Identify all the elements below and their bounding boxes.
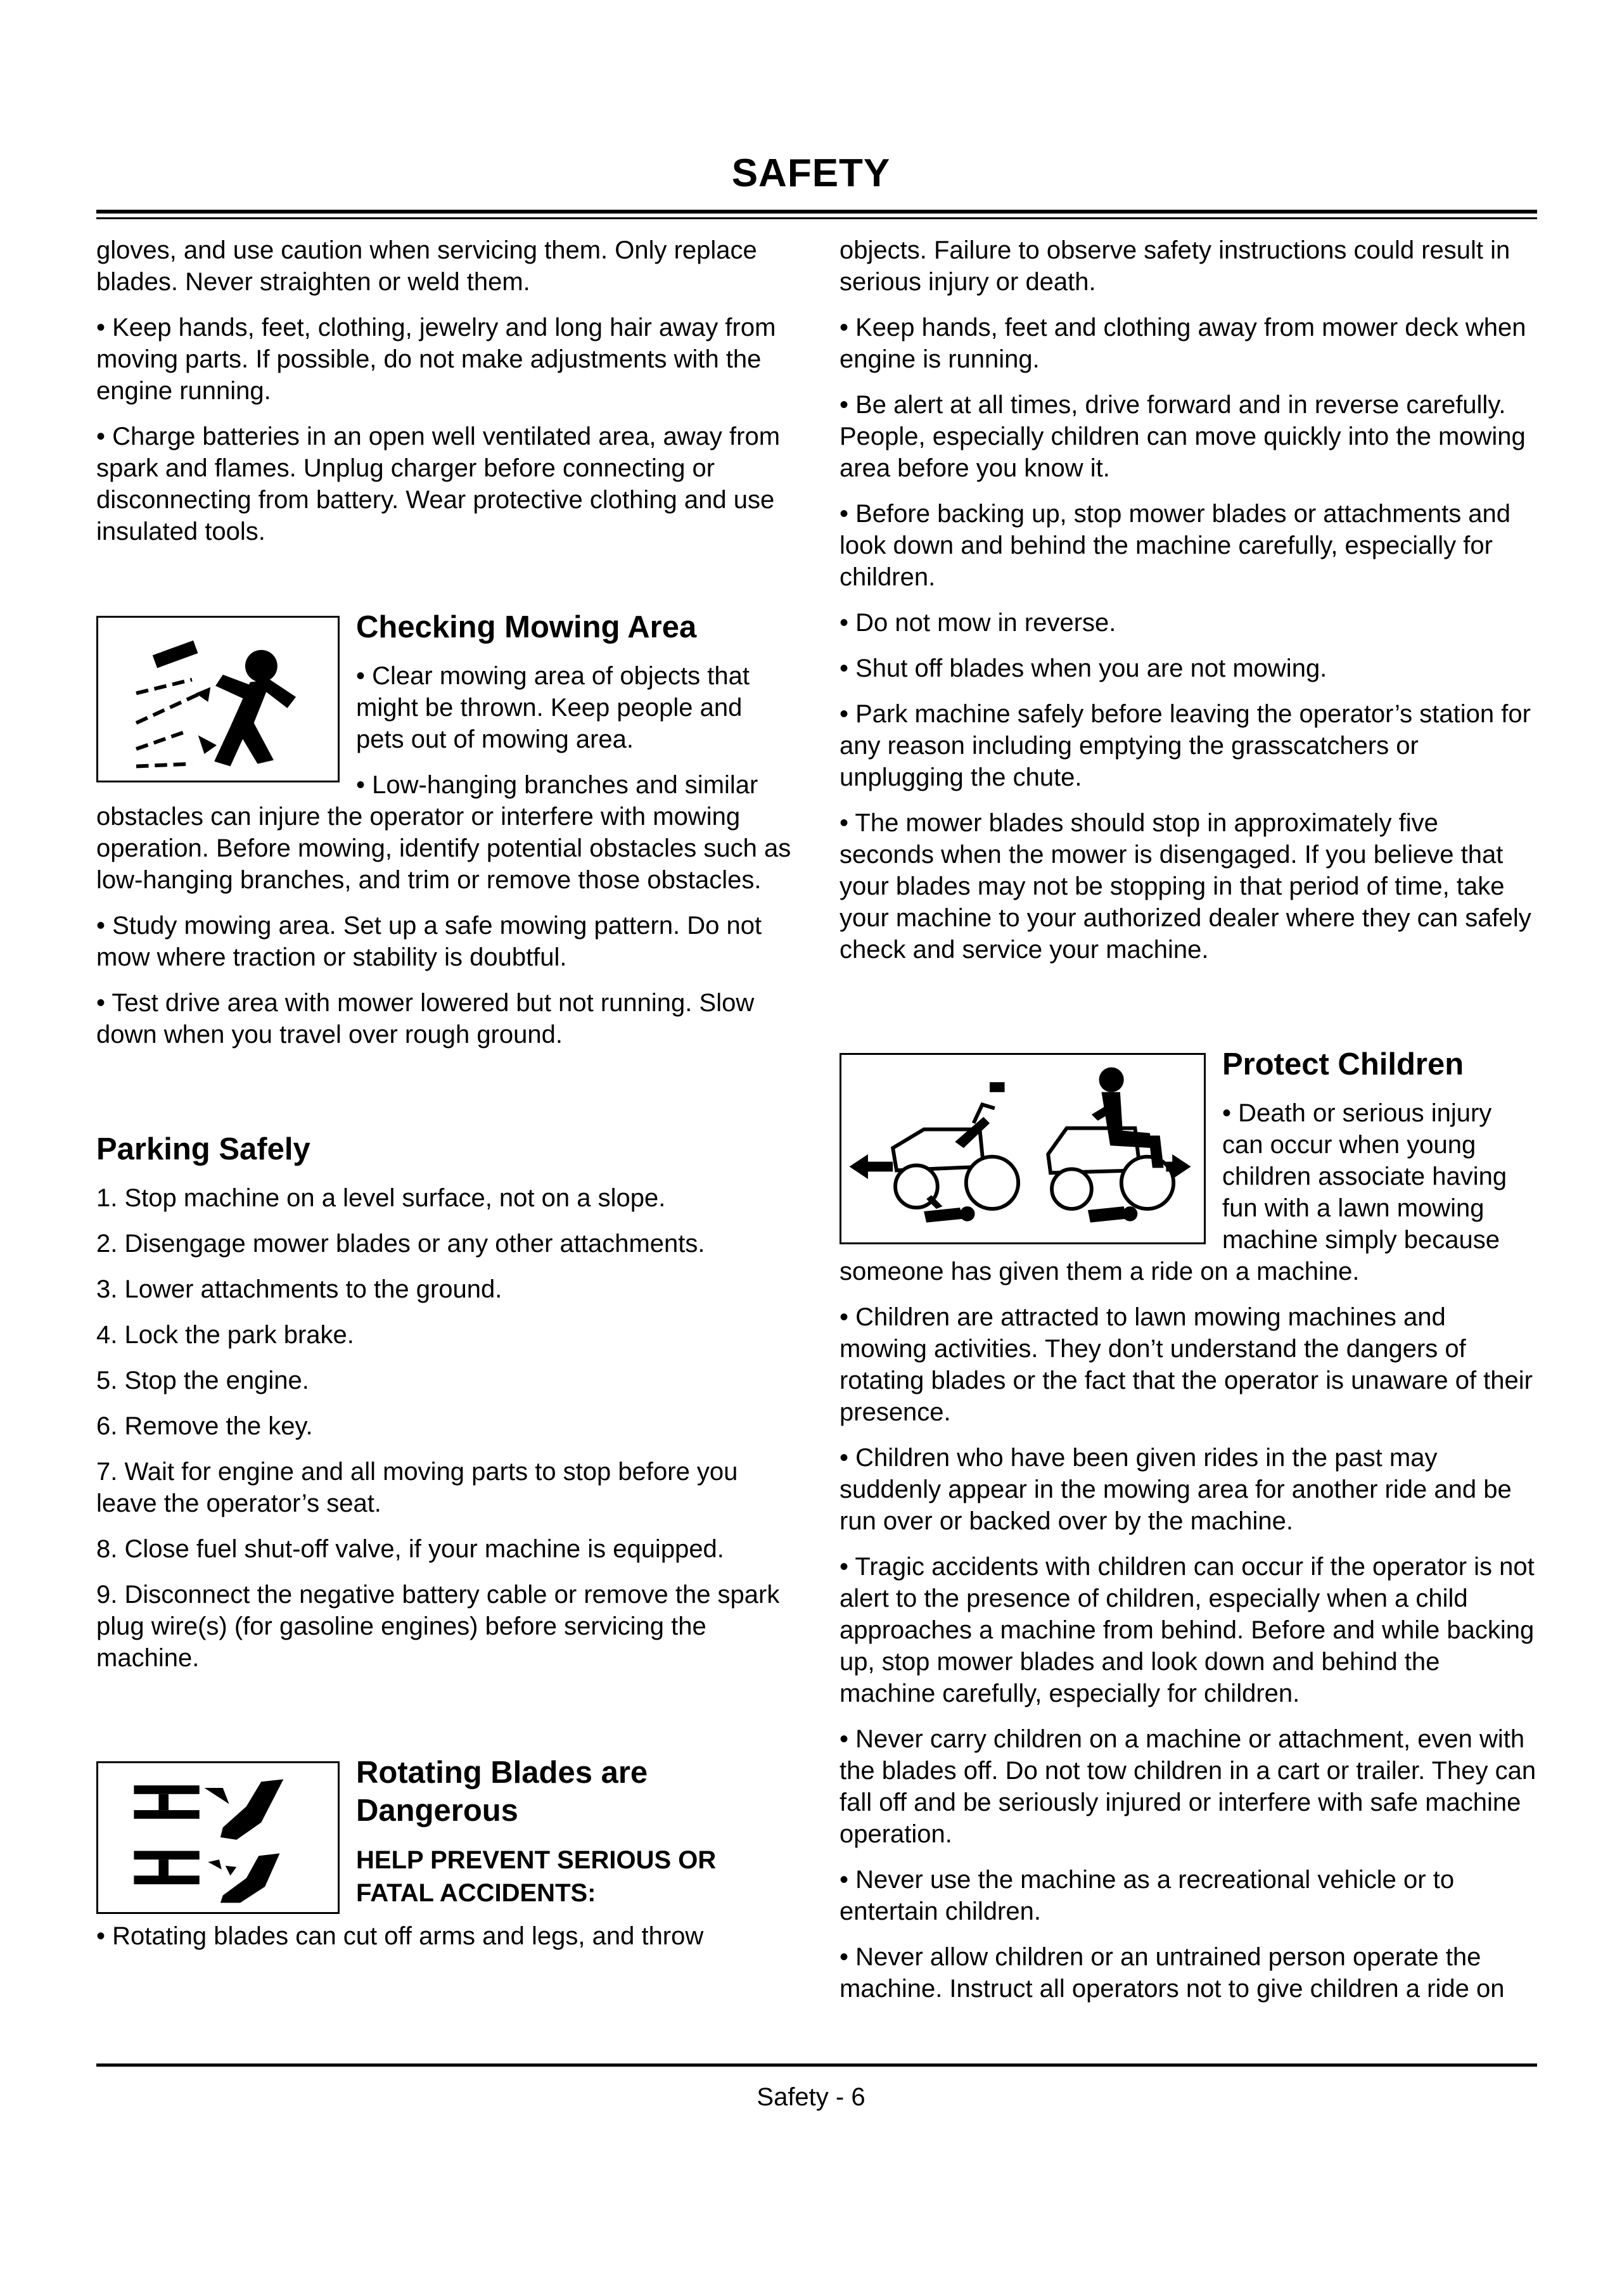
section-title: Protect Children bbox=[1222, 1047, 1464, 1081]
list-item: 8. Close fuel shut-off valve, if your machine is equipped. bbox=[96, 1535, 724, 1563]
section-spacer bbox=[96, 1064, 793, 1130]
thrown-objects-icon bbox=[96, 616, 340, 782]
list-item: 4. Lock the park brake. bbox=[96, 1321, 354, 1349]
section-spacer bbox=[840, 979, 1536, 1045]
paragraph: • Charge batteries in an open well ventilated area, away from spark and flames. Unplug charger before connecting or disconnecting from battery. Wear protective clothing and use insulated tools. bbox=[96, 423, 781, 545]
paragraph: • Low-hanging branches and similar obstacles can injure the operator or interfere with mowing operation. Before mowing, identify potential obstacles such as low-hanging branches, and trim or remove those obstacles. bbox=[96, 771, 791, 894]
header-rule-thick bbox=[96, 210, 1537, 214]
list-item: 9. Disconnect the negative battery cable or remove the spark plug wire(s) (for gasoline engines) before servicing the machine. bbox=[96, 1581, 780, 1672]
section-parking-safely bbox=[96, 1130, 793, 1674]
page-number: Safety - 6 bbox=[757, 2083, 865, 2111]
paragraph: • Rotating blades can cut off arms and legs, and throw bbox=[96, 1922, 704, 1950]
paragraph: • Clear mowing area of objects that might be thrown. Keep people and pets out of mowing area. bbox=[356, 662, 750, 753]
left-column bbox=[96, 234, 793, 1966]
paragraph: • Never use the machine as a recreational vehicle or to entertain children. bbox=[840, 1866, 1455, 1925]
section-rotating-blades bbox=[96, 1754, 793, 1952]
list-item: 7. Wait for engine and all moving parts to stop before you leave the operator’s seat. bbox=[96, 1458, 738, 1517]
paragraph: • Park machine safely before leaving the operator’s station for any reason including emptying the grasscatchers or unplugging the chute. bbox=[840, 700, 1531, 791]
paragraph: • Death or serious injury can occur when young children associate having fun with a lawn mowing machine simply because someone has given them a ride on a machine. bbox=[840, 1099, 1507, 1285]
page-title: SAFETY bbox=[731, 151, 891, 195]
paragraph: • Children who have been given rides in the past may suddenly appear in the mowing area for another ride and be run over or backed over by the machine. bbox=[840, 1444, 1512, 1535]
paragraph: • Test drive area with mower lowered but not running. Slow down when you travel over rough ground. bbox=[96, 989, 755, 1049]
footer-rule bbox=[96, 2063, 1537, 2067]
paragraph: • Shut off blades when you are not mowing. bbox=[840, 654, 1327, 682]
paragraph: objects. Failure to observe safety instructions could result in serious injury or death. bbox=[840, 236, 1510, 296]
section-subtitle: HELP PREVENT SERIOUS OR FATAL ACCIDENTS: bbox=[356, 1846, 717, 1907]
header-rule-thin bbox=[96, 217, 1537, 219]
paragraph: • Be alert at all times, drive forward and in reverse carefully. People, especially children can move quickly into the mowing area before you know it. bbox=[840, 391, 1526, 482]
rotating-blade-hazard-icon bbox=[96, 1761, 340, 1914]
list-item: 3. Lower attachments to the ground. bbox=[96, 1275, 502, 1303]
paragraph: • Never carry children on a machine or attachment, even with the blades off. Do not tow children in a cart or trailer. They can fall off and be seriously injured or interfere with safe machine operation. bbox=[840, 1725, 1536, 1848]
section-spacer bbox=[96, 561, 793, 608]
section-title: Rotating Blades are Dangerous bbox=[356, 1756, 648, 1828]
paragraph: • Before backing up, stop mower blades or attachments and look down and behind the machine carefully, especially for children. bbox=[840, 500, 1511, 591]
paragraph: • Keep hands, feet and clothing away from mower deck when engine is running. bbox=[840, 314, 1526, 373]
section-checking-mowing-area bbox=[96, 608, 793, 1050]
paragraph: • The mower blades should stop in approximately five seconds when the mower is disengaged. If you believe that your blades may not be stopping in that period of time, take your machine to your authorized dealer where they can safely check and service your machine. bbox=[840, 809, 1531, 964]
paragraph: • Study mowing area. Set up a safe mowing pattern. Do not mow where traction or stability is doubtful. bbox=[96, 912, 762, 971]
list-item: 5. Stop the engine. bbox=[96, 1367, 309, 1394]
paragraph: • Keep hands, feet, clothing, jewelry and long hair away from moving parts. If possible, do not make adjustments with the engine running. bbox=[96, 314, 776, 405]
list-item: 1. Stop machine on a level surface, not on a slope. bbox=[96, 1184, 666, 1212]
section-spacer bbox=[96, 1688, 793, 1754]
list-item: 2. Disengage mower blades or any other attachments. bbox=[96, 1230, 705, 1258]
paragraph: gloves, and use caution when servicing them. Only replace blades. Never straighten or weld them. bbox=[96, 236, 757, 296]
paragraph: • Tragic accidents with children can occur if the operator is not alert to the presence of children, especially when a child approaches a machine from behind. Before and while backing up, stop mower blades and look down and behind the machine carefully, especially for children. bbox=[840, 1553, 1535, 1707]
section-title: Parking Safely bbox=[96, 1132, 310, 1166]
list-item: 6. Remove the key. bbox=[96, 1412, 313, 1440]
paragraph: • Children are attracted to lawn mowing machines and mowing activities. They don’t understand the dangers of rotating blades or the fact that the operator is unaware of their presence. bbox=[840, 1303, 1533, 1426]
right-column bbox=[840, 234, 1536, 2019]
paragraph: • Do not mow in reverse. bbox=[840, 609, 1116, 637]
section-protect-children bbox=[840, 1045, 1536, 2005]
paragraph: • Never allow children or an untrained person operate the machine. Instruct all operators not to give children a ride on bbox=[840, 1943, 1505, 2003]
section-title: Checking Mowing Area bbox=[356, 610, 697, 644]
child-runover-hazard-icon bbox=[840, 1053, 1206, 1244]
